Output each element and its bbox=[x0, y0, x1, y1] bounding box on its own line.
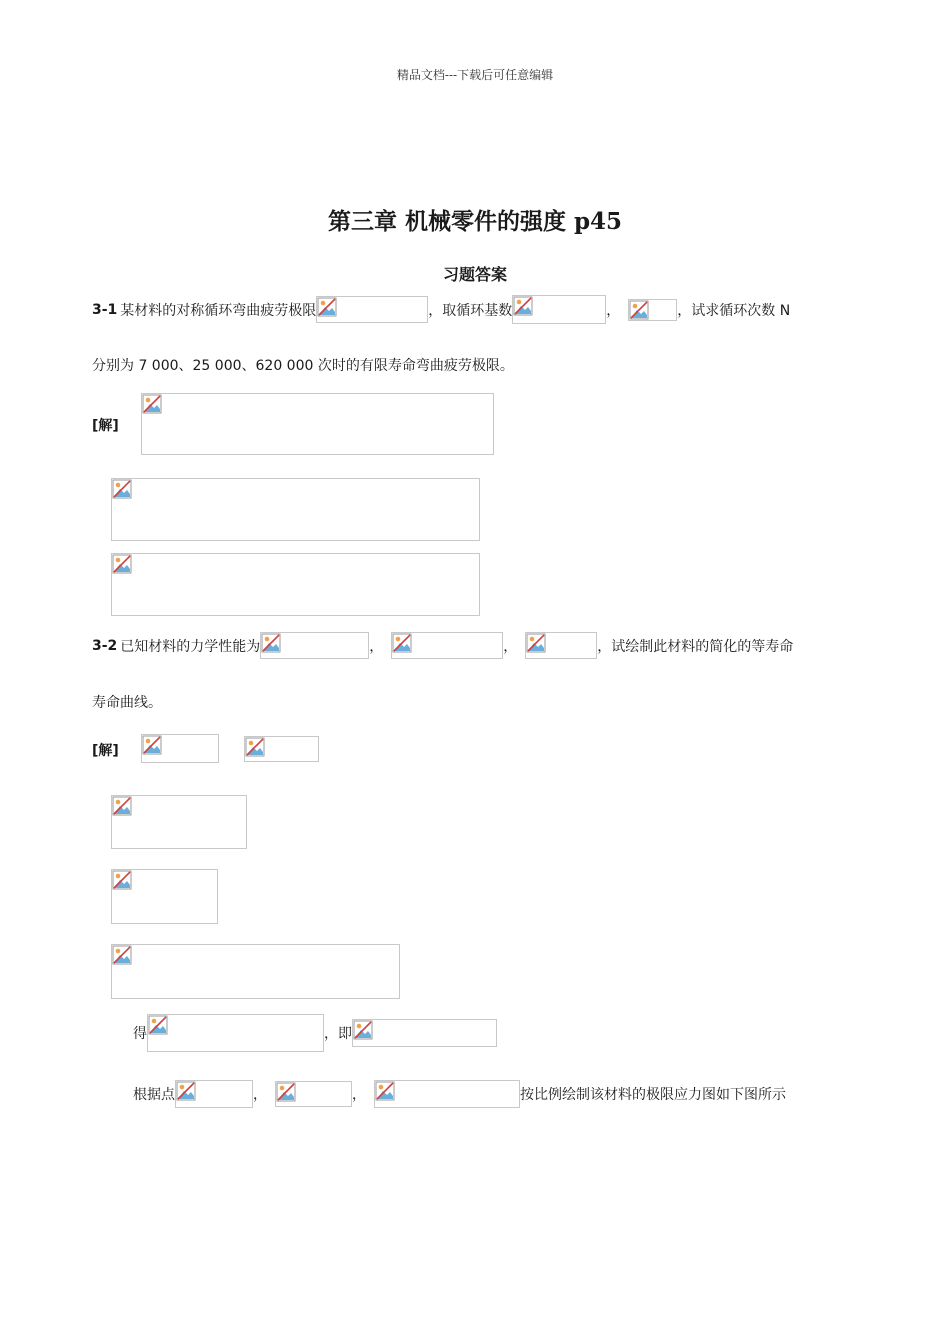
broken-image-icon bbox=[526, 633, 546, 653]
broken-image-icon bbox=[176, 1081, 196, 1101]
broken-image-icon bbox=[142, 735, 162, 755]
broken-image-icon bbox=[148, 1015, 168, 1035]
broken-image-icon bbox=[276, 1082, 296, 1102]
problem-text: ， bbox=[369, 638, 384, 655]
solution-image bbox=[111, 478, 480, 541]
solution-image bbox=[111, 869, 218, 924]
broken-image-icon bbox=[392, 633, 412, 653]
formula-image bbox=[352, 1019, 497, 1047]
formula-image bbox=[275, 1081, 352, 1107]
solution-image bbox=[111, 795, 247, 849]
formula-image bbox=[260, 632, 369, 659]
problem-text: ， bbox=[606, 302, 621, 319]
result-text: ，即 bbox=[324, 1026, 352, 1042]
problem-text: 某材料的对称循环弯曲疲劳极限 bbox=[120, 302, 317, 319]
problem-text: 已知材料的力学性能为 bbox=[120, 638, 261, 655]
problem-3-1-line-1 bbox=[92, 295, 790, 324]
broken-image-icon bbox=[513, 296, 533, 316]
problem-text: ，试绘制此材料的简化的等寿命 bbox=[597, 638, 794, 655]
broken-image-icon bbox=[112, 796, 132, 816]
instruction-text: 根据点 bbox=[133, 1087, 175, 1103]
broken-image-icon bbox=[112, 554, 132, 574]
instruction-text: ， bbox=[253, 1087, 267, 1103]
solution-image bbox=[111, 553, 480, 616]
plot-instruction-line bbox=[133, 1080, 786, 1108]
formula-image bbox=[391, 632, 503, 659]
formula-image bbox=[147, 1014, 324, 1052]
broken-image-icon bbox=[245, 737, 265, 757]
broken-image-icon bbox=[112, 479, 132, 499]
instruction-text: ， bbox=[352, 1087, 366, 1103]
problem-label: 3-2 bbox=[92, 637, 118, 654]
problem-3-2-line-1 bbox=[92, 632, 793, 659]
formula-image bbox=[374, 1080, 520, 1108]
problem-text: ， bbox=[503, 638, 518, 655]
broken-image-icon bbox=[261, 633, 281, 653]
broken-image-icon bbox=[112, 945, 132, 965]
broken-image-icon bbox=[629, 300, 649, 320]
broken-image-icon bbox=[142, 394, 162, 414]
instruction-text: 按比例绘制该材料的极限应力图如下图所示 bbox=[520, 1087, 786, 1103]
broken-image-icon bbox=[317, 297, 337, 317]
solution-image bbox=[141, 393, 494, 455]
problem-text: ，取循环基数 bbox=[428, 302, 513, 319]
solution-image bbox=[111, 944, 400, 999]
formula-image bbox=[175, 1080, 253, 1108]
solution-image bbox=[141, 734, 219, 763]
problem-label: 3-1 bbox=[92, 301, 118, 318]
section-subtitle: 习题答案 bbox=[442, 265, 507, 284]
formula-image bbox=[628, 299, 677, 321]
formula-image bbox=[525, 632, 597, 659]
result-text: 得 bbox=[133, 1026, 147, 1042]
solution-label: [解] bbox=[92, 743, 119, 759]
broken-image-icon bbox=[353, 1020, 373, 1040]
formula-image bbox=[316, 296, 428, 323]
broken-image-icon bbox=[375, 1081, 395, 1101]
chapter-title: 第三章 机械零件的强度 p45 bbox=[327, 208, 623, 235]
broken-image-icon bbox=[112, 870, 132, 890]
problem-3-1-line-2: 分别为 7 000、25 000、620 000 次时的有限寿命弯曲疲劳极限。 bbox=[92, 358, 514, 374]
page-header: 精品文档---下载后可任意编辑 bbox=[396, 68, 554, 82]
solution-image bbox=[244, 736, 319, 762]
problem-3-2-line-2: 寿命曲线。 bbox=[92, 695, 162, 711]
solution-label: [解] bbox=[92, 418, 119, 434]
result-line bbox=[133, 1014, 497, 1052]
formula-image bbox=[512, 295, 606, 324]
problem-text: ，试求循环次数 N bbox=[677, 302, 791, 319]
